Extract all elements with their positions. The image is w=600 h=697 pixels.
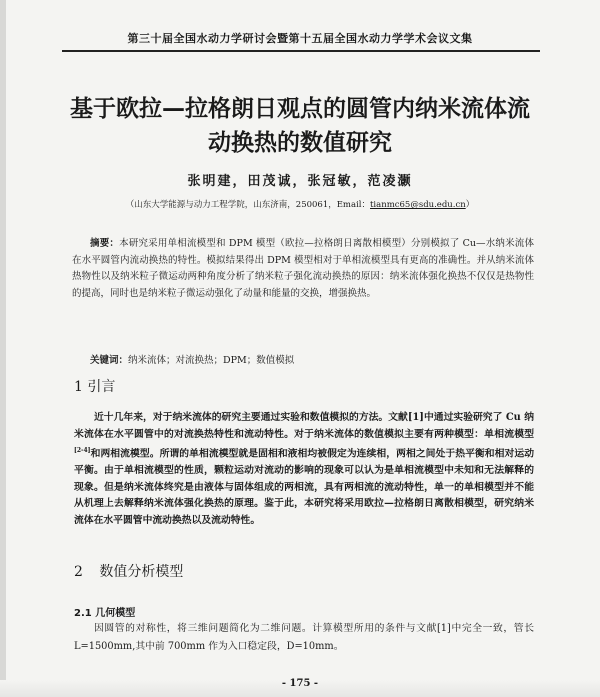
intro-text-part1: 近十几年来，对于纳米流体的研究主要通过实验和数值模拟的方法。文献[1]中通过实验研究了 Cu 纳米流体在水平圆管中的对流换热特性和流动特性。对于纳米流体的数值模拟主要有两种模型：单相流模型: [74, 412, 534, 440]
author-email: tianmc65@sdu.edu.cn: [370, 200, 466, 210]
section-heading-numerical-model: 2 数值分析模型: [74, 564, 184, 580]
intro-text-part2: 和两相流模型。所谓的单相流模型就是固相和液相均被假定为连续相，两相之间处于热平衡和相对运动平衡。由于单相流模型的性质，颗粒运动对流动的影响的现象可以认为是单相流模型中未知和无法解释的现象。但是纳米流体终究是由液体与固体组成的两相流，具有两相流的流动特性，单一的单相模型并不能从机理上去解释纳米流体强化换热的原理。鉴于此，本研究将采用欧拉—拉格朗日离散相模型，研究纳米流体在水平圆管中流动换热以及流动特性。: [74, 448, 534, 526]
header-rule: [62, 50, 540, 52]
keywords-text: 纳米流体；对流换热；DPM；数值模拟: [128, 355, 295, 366]
keywords: [90, 352, 530, 366]
page-number: - 175 -: [281, 678, 319, 689]
introduction-paragraph: [74, 410, 534, 529]
abstract-text: 本研究采用单相流模型和 DPM 模型（欧拉—拉格朗日离散相模型）分别模拟了 Cu—水纳米流体在水平圆管内流动换热的特性。模拟结果得出 DPM 模型相对于单相流模型具有更高的准确性。并从纳米流体热物性以及纳米粒子微运动两种角度分析了纳米粒子强化流动换热的原因：纳米流体强化换热不仅仅是热物性的提高，同时也是纳米粒子微运动强化了动量和能量的交换，增强换热。: [72, 238, 534, 299]
abstract: [72, 236, 534, 302]
affiliation-close: ）: [465, 200, 475, 210]
running-header: 第三十届全国水动力学研讨会暨第十五届全国水动力学学术会议文集: [127, 32, 473, 45]
geometry-paragraph: 因圆管的对称性，将三维问题简化为二维问题。计算模型所用的条件与文献[1]中完全一致，管长 L=1500mm,其中前 700mm 作为入口稳定段，D=10mm。: [74, 623, 534, 652]
affiliation: [60, 198, 540, 210]
author-list: 张明建，田茂诚，张冠敏，范凌灏: [187, 174, 413, 189]
paper-title: 基于欧拉—拉格朗日观点的圆管内纳米流体流动换热的数值研究: [70, 96, 530, 156]
affiliation-text: （山东大学能源与动力工程学院，山东济南，250061，Email：: [125, 200, 371, 210]
section-heading-introduction: 1 引言: [74, 379, 116, 395]
keywords-label: 关键词：: [90, 355, 129, 366]
binding-shadow: [0, 0, 6, 697]
abstract-label: 摘要：: [90, 238, 120, 249]
subsection-heading-geometry: 2.1 几何模型: [74, 608, 136, 619]
citation-superscript: [2-4]: [74, 447, 91, 455]
